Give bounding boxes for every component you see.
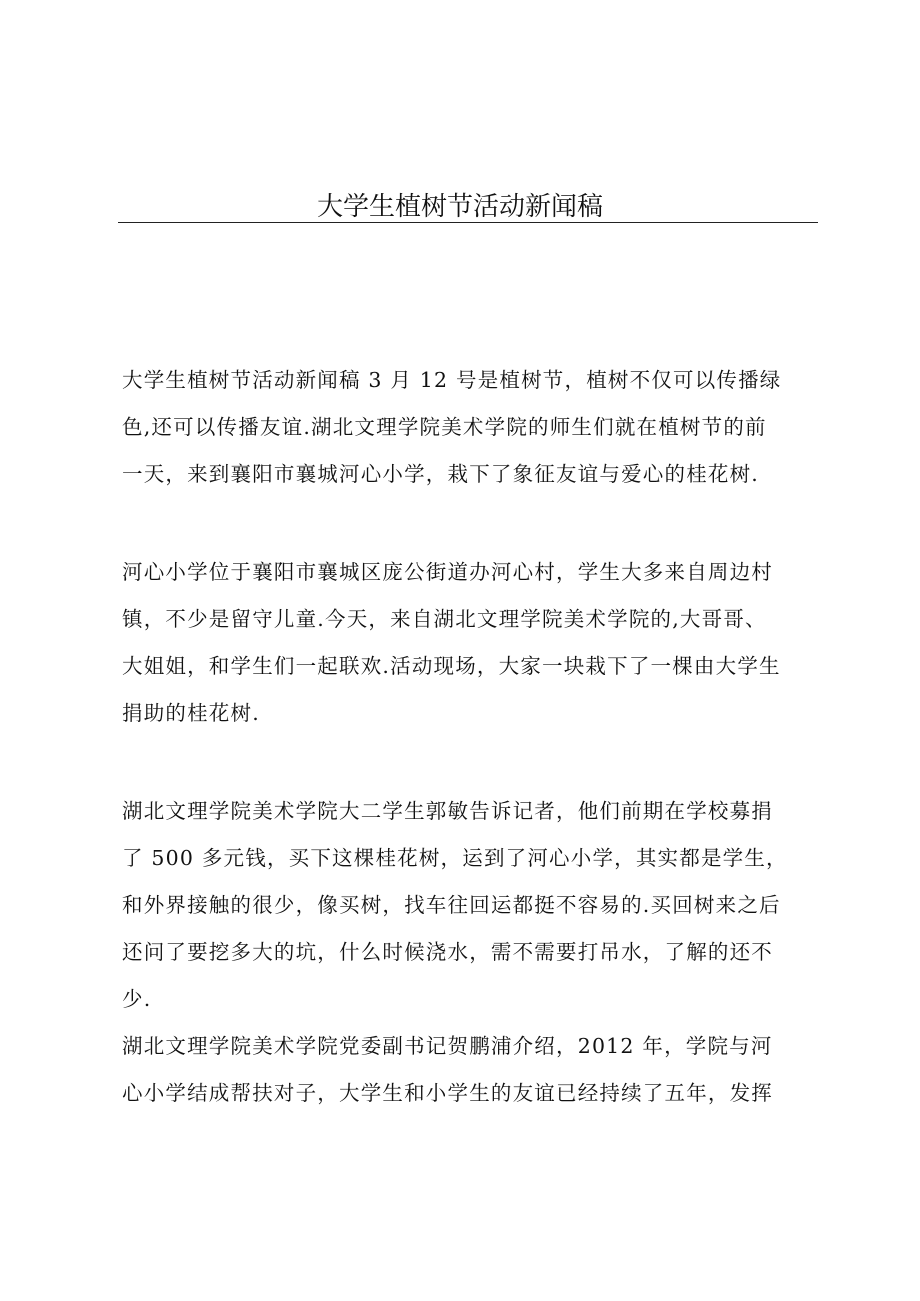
paragraph-secretary: 湖北文理学院美术学院党委副书记贺鹏浦介绍，2012 年，学院与河 心小学结成帮扶对子，大学生和小学生的友谊已经持续了五年，发挥 xyxy=(122,1034,773,1105)
paragraph-spacer xyxy=(122,737,822,788)
paragraph-spacer xyxy=(122,498,822,549)
paragraph-school: 河心小学位于襄阳市襄城区庞公街道办河心村，学生大多来自周边村 镇，不少是留守儿童.今天，来自湖北文理学院美术学院的,大哥哥、 大姐姐，和学生们一起联欢.活动现场，大家一块栽下了一棵由大学生 捐助的桂花树. xyxy=(122,560,781,725)
paragraph-intro: 大学生植树节活动新闻稿 3 月 12 号是植树节，植树不仅可以传播绿 色,还可以传播友谊.湖北文理学院美术学院的师生们就在植树节的前 一天，来到襄阳市襄城河心小学，栽下了象征友谊与爱心的桂花树. xyxy=(122,368,782,486)
document-body xyxy=(122,357,822,1117)
paragraph-student-quote: 湖北文理学院美术学院大二学生郭敏告诉记者，他们前期在学校募捐 了 500 多元钱，买下这棵桂花树，运到了河心小学，其实都是学生， 和外界接触的很少，像买树，找车往回运都挺不容易的.买回树来之后 还问了要挖多大的坑，什么时候浇水，需不需要打吊水，了解的还不 少. xyxy=(122,799,788,1011)
title-underline xyxy=(118,222,818,223)
document-title: 大学生植树节活动新闻稿 xyxy=(316,192,603,222)
